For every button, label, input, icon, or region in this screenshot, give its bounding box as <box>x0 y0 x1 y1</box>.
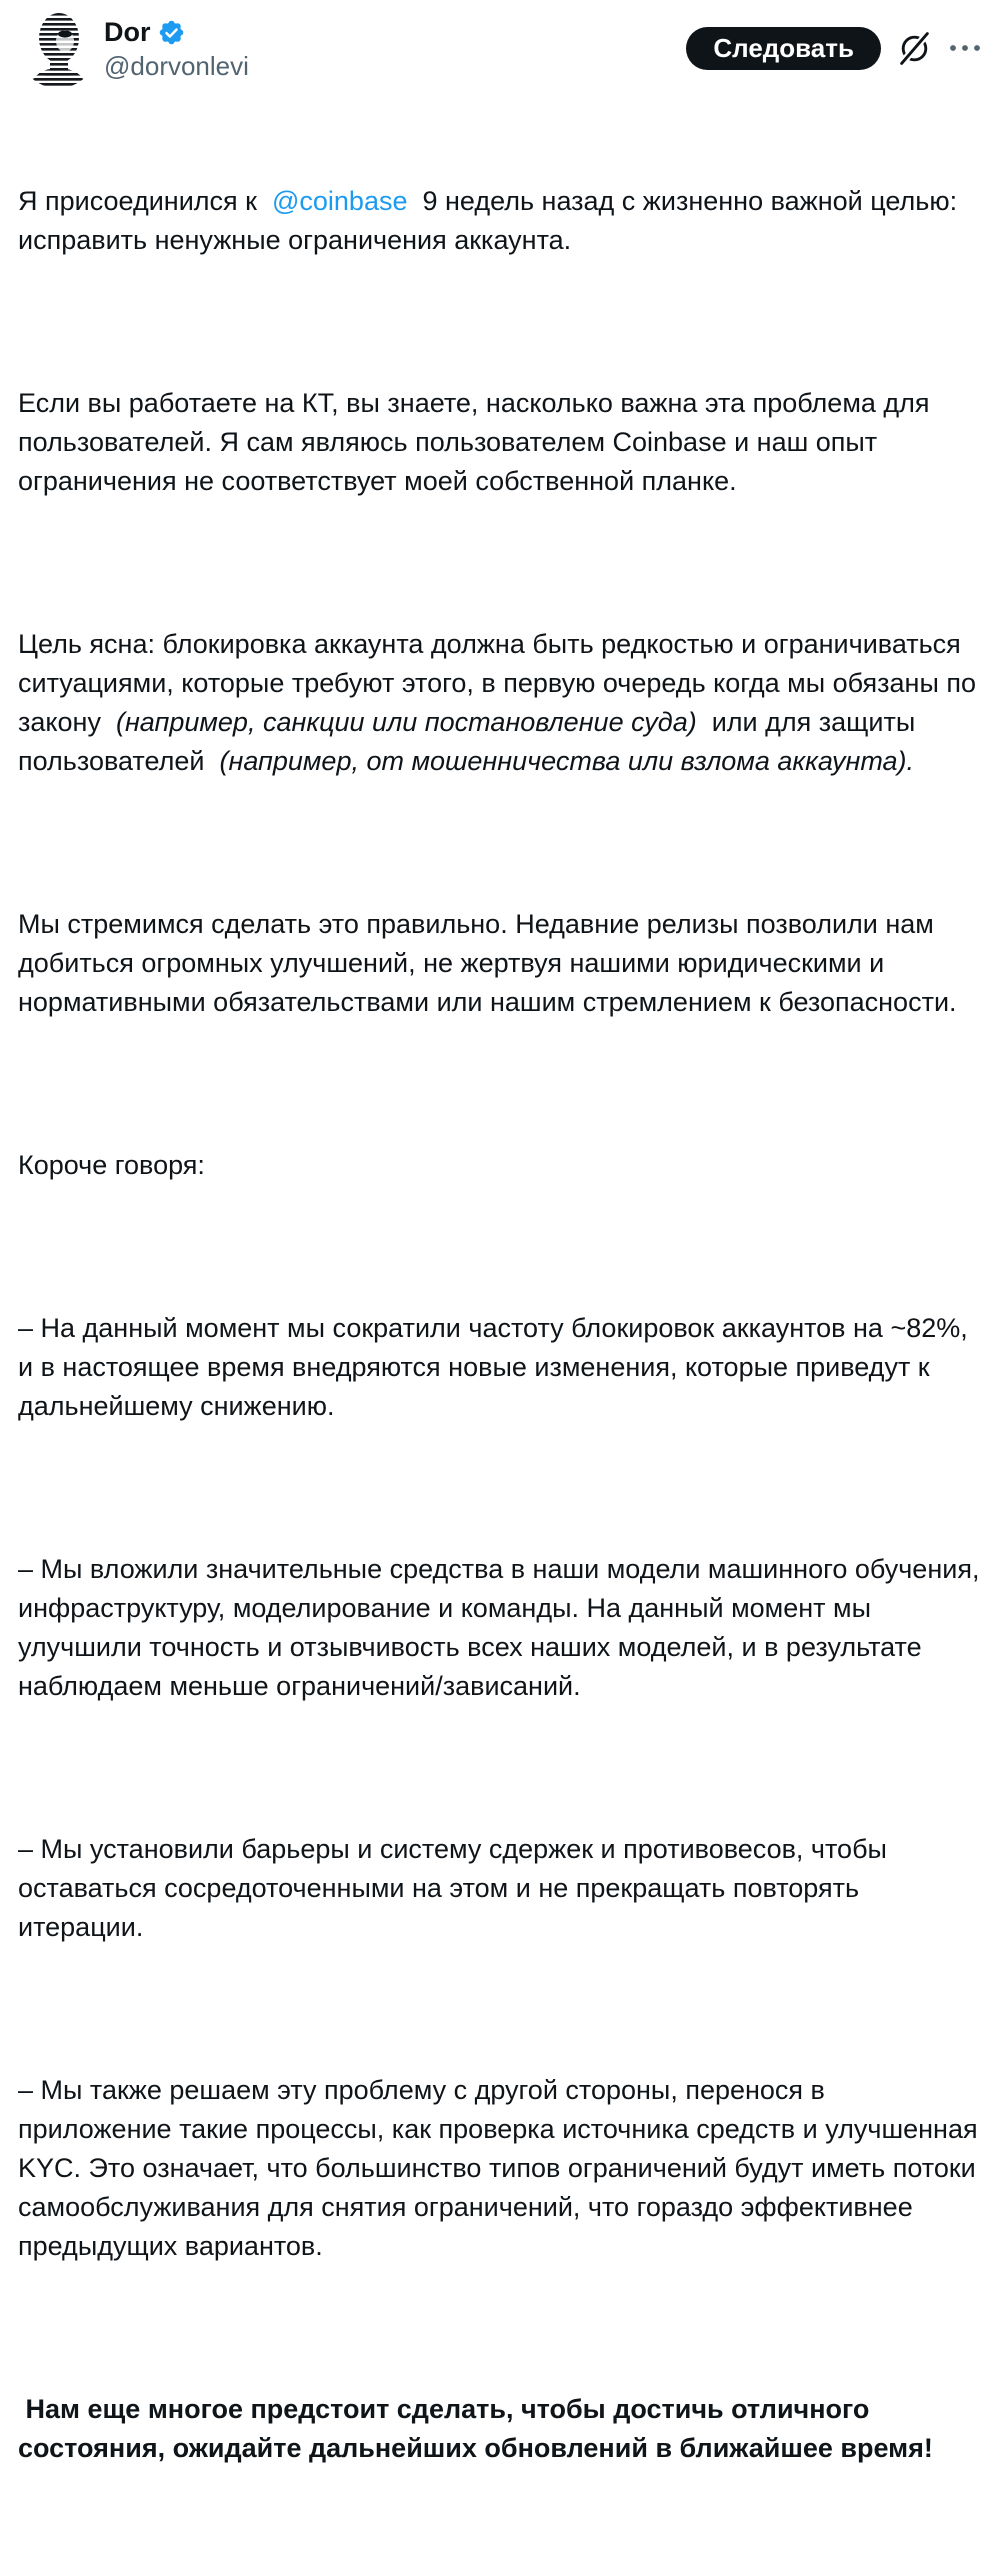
grok-icon[interactable] <box>896 30 933 67</box>
coinbase-mention-link[interactable]: @coinbase <box>271 186 408 216</box>
more-options-icon[interactable] <box>948 43 982 53</box>
avatar-image <box>18 8 98 88</box>
italic-text: (например, от мошенничества или взлома аккаунта). <box>219 746 915 776</box>
paragraph-text: или для защиты пользователей <box>18 707 923 776</box>
header-actions <box>686 8 982 88</box>
tweet-paragraph-closing: Нам еще многое предстоит сделать, чтобы достичь отличного состояния, ожидайте дальнейших обновлений в ближайшее время! <box>18 2394 933 2463</box>
display-name[interactable]: Dor <box>104 17 151 47</box>
user-handle[interactable]: @dorvonlevi <box>104 51 249 81</box>
tweet-paragraph: – Мы также решаем эту проблему с другой стороны, перенося в приложение такие процессы, как проверка источника средств и улучшенная KYC. Это означает, что большинство типов ограничений будут иметь потоки самообслуживания для снятия ограничений, что гораздо эффективнее предыдущих вариантов. <box>18 2075 986 2261</box>
tweet-header <box>18 8 982 88</box>
tweet-text <box>18 104 987 2546</box>
paragraph-text: Я присоединился к <box>18 186 272 216</box>
tweet-paragraph: – Мы вложили значительные средства в наши модели машинного обучения, инфраструктуру, моделирование и команды. На данный момент мы улучшили точность и отзывчивость всех наших моделей, и в результате наблюдаем меньше ограничений/зависаний. <box>18 1554 987 1701</box>
tweet-paragraph: Короче говоря: <box>18 1150 205 1180</box>
tweet-paragraph <box>18 625 982 781</box>
verified-badge-icon <box>159 20 184 45</box>
italic-text: (например, санкции или постановление суда) <box>115 707 697 737</box>
paragraph-text: Цель ясна: блокировка аккаунта должна быть редкостью и ограничиваться ситуациями, которые требуют этого, в первую очередь когда мы обязаны по закону <box>18 629 984 737</box>
tweet-paragraph: – Мы установили барьеры и систему сдержек и противовесов, чтобы оставаться сосредоточенными на этом и не прекращать повторять итерации. <box>18 1834 895 1942</box>
avatar[interactable] <box>18 8 98 88</box>
user-info <box>104 8 686 82</box>
follow-button[interactable]: Следовать <box>686 27 881 70</box>
name-row <box>104 16 686 48</box>
tweet-paragraph: Мы стремимся сделать это правильно. Недавние релизы позволили нам добиться огромных улучшений, не жертвуя нашими юридическими и нормативными обязательствами или нашим стремлением к безопасности. <box>18 909 957 1017</box>
tweet-paragraph: – На данный момент мы сократили частоту блокировок аккаунтов на ~82%, и в настоящее время внедряются новые изменения, которые приведут к дальнейшему снижению. <box>18 1313 976 1421</box>
paragraph-text: 9 недель назад с жизненно важной целью: исправить ненужные ограничения аккаунта. <box>18 186 965 255</box>
tweet-paragraph <box>18 182 982 260</box>
tweet-paragraph: Если вы работаете на КТ, вы знаете, насколько важна эта проблема для пользователей. Я сам являюсь пользователем Coinbase и наш опыт ограничения не соответствует моей собственной планке. <box>18 388 938 496</box>
